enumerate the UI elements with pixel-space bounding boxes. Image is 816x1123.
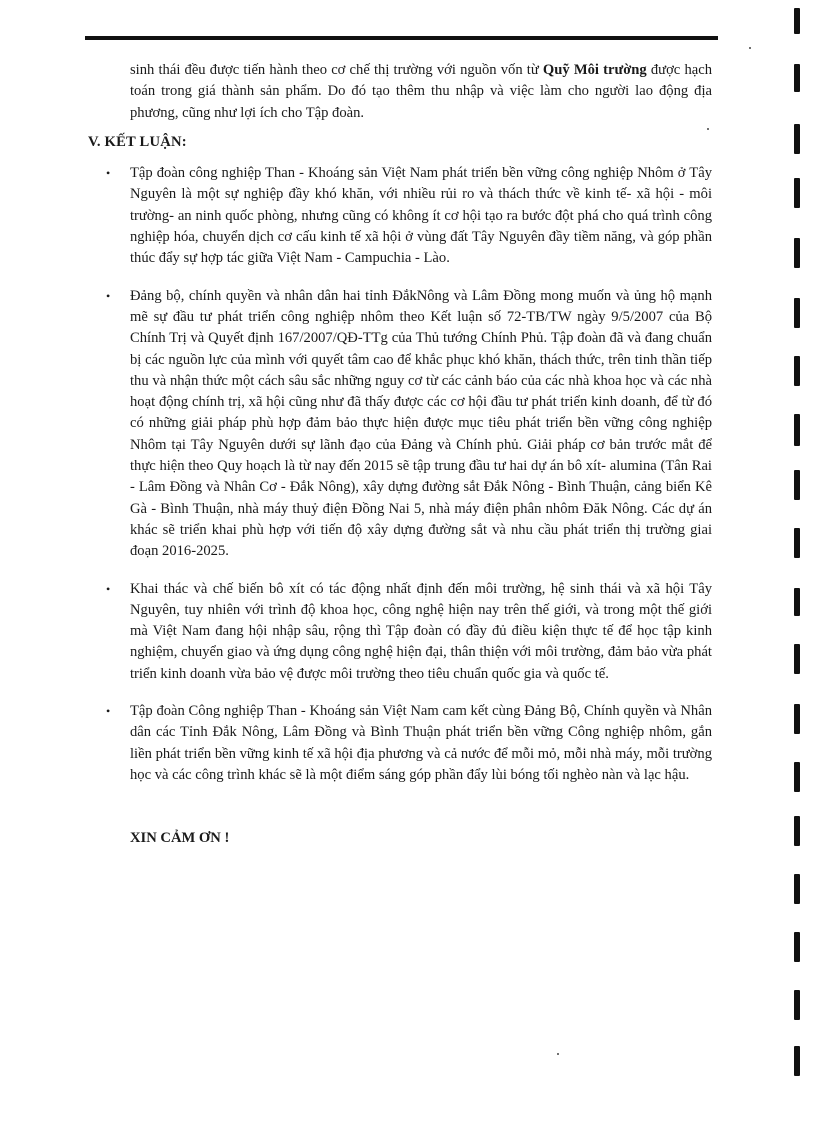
list-item-text: Khai thác và chế biến bô xít có tác động nhất định đến môi trường, hệ sinh thái và xã hội Tây Nguyên, tuy nhiên với trình độ khoa học, công nghệ hiện nay trên thế giới, và trong một thế giới mà Việt Nam đang hội nhập sâu, rộng thì Tập đoàn có đầy đủ điều kiện thực tế để học tập kinh nghiệm, chuyển giao và ứng dụng công nghệ hiện đại, thân thiện với môi trường, đảm bảo vừa phát triển kinh doanh vừa bảo vệ được môi trường theo tiêu chuẩn quốc gia và quốc tế. [130, 580, 712, 682]
bullet-icon: • [106, 288, 111, 303]
binding-mark [794, 124, 800, 154]
binding-mark [794, 1046, 800, 1076]
binding-mark [794, 932, 800, 962]
list-item [92, 579, 712, 685]
list-item [92, 286, 712, 563]
binding-mark [794, 874, 800, 904]
binding-mark [794, 178, 800, 208]
scan-speck [749, 47, 751, 49]
intro-text-2: được hạch toán trong giá thành sản phẩm. Do đó tạo thêm thu nhập và việc làm cho người lao động địa phương, cũng như lợi ích cho Tập đoàn. [130, 62, 712, 121]
list-item [92, 163, 712, 269]
binding-mark [794, 704, 800, 734]
scan-speck [707, 128, 709, 130]
binding-mark [794, 644, 800, 674]
list-item-text: Tập đoàn công nghiệp Than - Khoáng sản Việt Nam phát triển bền vững công nghiệp Nhôm ở Tây Nguyên là một sự nghiệp đầy khó khăn, với nhiều rủi ro và thách thức về kinh tế- xã hội - môi trường- an ninh quốc phòng, nhưng cũng có không ít cơ hội tạo ra bước đột phá cho quá trình công nghiệp hóa, chuyển dịch cơ cấu kinh tế xã hội ở vùng đất Tây Nguyên đầy tiềm năng, và góp phần thúc đẩy sự hợp tác giữa Việt Nam - Campuchia - Lào. [130, 165, 712, 267]
page-content [88, 60, 712, 850]
list-item-text: Tập đoàn Công nghiệp Than - Khoáng sản Việt Nam cam kết cùng Đảng Bộ, Chính quyền và Nhân dân các Tỉnh Đắk Nông, Lâm Đồng và Bình Thuận phát triển bền vững Công nghiệp nhôm, gắn liền phát triển bền vững kinh tế xã hội địa phương và cả nước để mỗi mỏ, mỗi nhà máy, mỗi trường học và các công trình khác sẽ là một điểm sáng góp phần đẩy lùi bóng tối nghèo nàn và lạc hậu. [130, 703, 712, 783]
conclusion-list [92, 163, 712, 786]
binding-mark [794, 356, 800, 386]
top-rule [85, 36, 718, 40]
bullet-icon: • [106, 581, 111, 596]
intro-bold-term: Quỹ Môi trường [542, 62, 647, 78]
closing-thanks: XIN CẢM ƠN ! [130, 830, 230, 847]
binding-mark [794, 470, 800, 500]
intro-paragraph [130, 60, 712, 124]
binding-mark [794, 414, 800, 446]
section-heading: V. KẾT LUẬN: [88, 133, 187, 150]
binding-mark [794, 588, 800, 616]
binding-mark [794, 298, 800, 328]
binding-mark [794, 238, 800, 268]
binding-mark [794, 762, 800, 792]
binding-mark [794, 816, 800, 846]
binding-mark [794, 8, 800, 34]
intro-text-1: sinh thái đều được tiến hành theo cơ chế thị trường với nguồn vốn từ [130, 62, 543, 78]
binding-mark [794, 990, 800, 1020]
bullet-icon: • [106, 166, 111, 181]
list-item-text: Đảng bộ, chính quyền và nhân dân hai tỉnh ĐắkNông và Lâm Đồng mong muốn và ủng hộ mạnh mẽ sự đầu tư phát triển công nghiệp nhôm theo Kết luận số 72-TB/TW ngày 9/5/2007 của Bộ Chính Trị và Quyết định 167/2007/QĐ-TTg của Thủ tướng Chính Phủ. Tập đoàn đã và đang chuẩn bị các nguồn lực của mình với quyết tâm cao để khắc phục khó khăn, thách thức, trên tinh thần tiếp thu và nhận thức một cách sâu sắc những nguy cơ từ các cảnh báo của các nhà khoa học và các nhà hoạt động chính trị, xã hội cũng như đã thấy được các cơ hội đầu tư phát triển kinh doanh, để từ đó có những giải pháp phù hợp đảm bảo thực hiện được mục tiêu phát triển bền vững công nghiệp Nhôm tại Tây Nguyên dưới sự lãnh đạo của Đảng và Chính phủ. Giải pháp cơ bản trước mắt để thực hiện theo Quy hoạch là từ nay đến 2015 sẽ tập trung đầu tư hai dự án bô xít- alumina (Tân Rai - Lâm Đồng và Nhân Cơ - Đắk Nông), xây dựng đường sắt Đắk Nông - Bình Thuận, cảng biển Kê Gà - Bình Thuận, nhà máy thuỷ điện Đồng Nai 5, nhà máy điện phân nhôm Đăk Nông. Các dự án khác sẽ triển khai phù hợp với tiến độ xây dựng đường sắt và nhu cầu phát triển thị trường giai đoạn 2016-2025. [130, 287, 712, 560]
bullet-icon: • [106, 704, 111, 719]
binding-mark [794, 528, 800, 558]
list-item [92, 701, 712, 786]
scan-binding-marks [786, 0, 816, 1123]
binding-mark [794, 64, 800, 92]
scan-speck [557, 1053, 559, 1055]
